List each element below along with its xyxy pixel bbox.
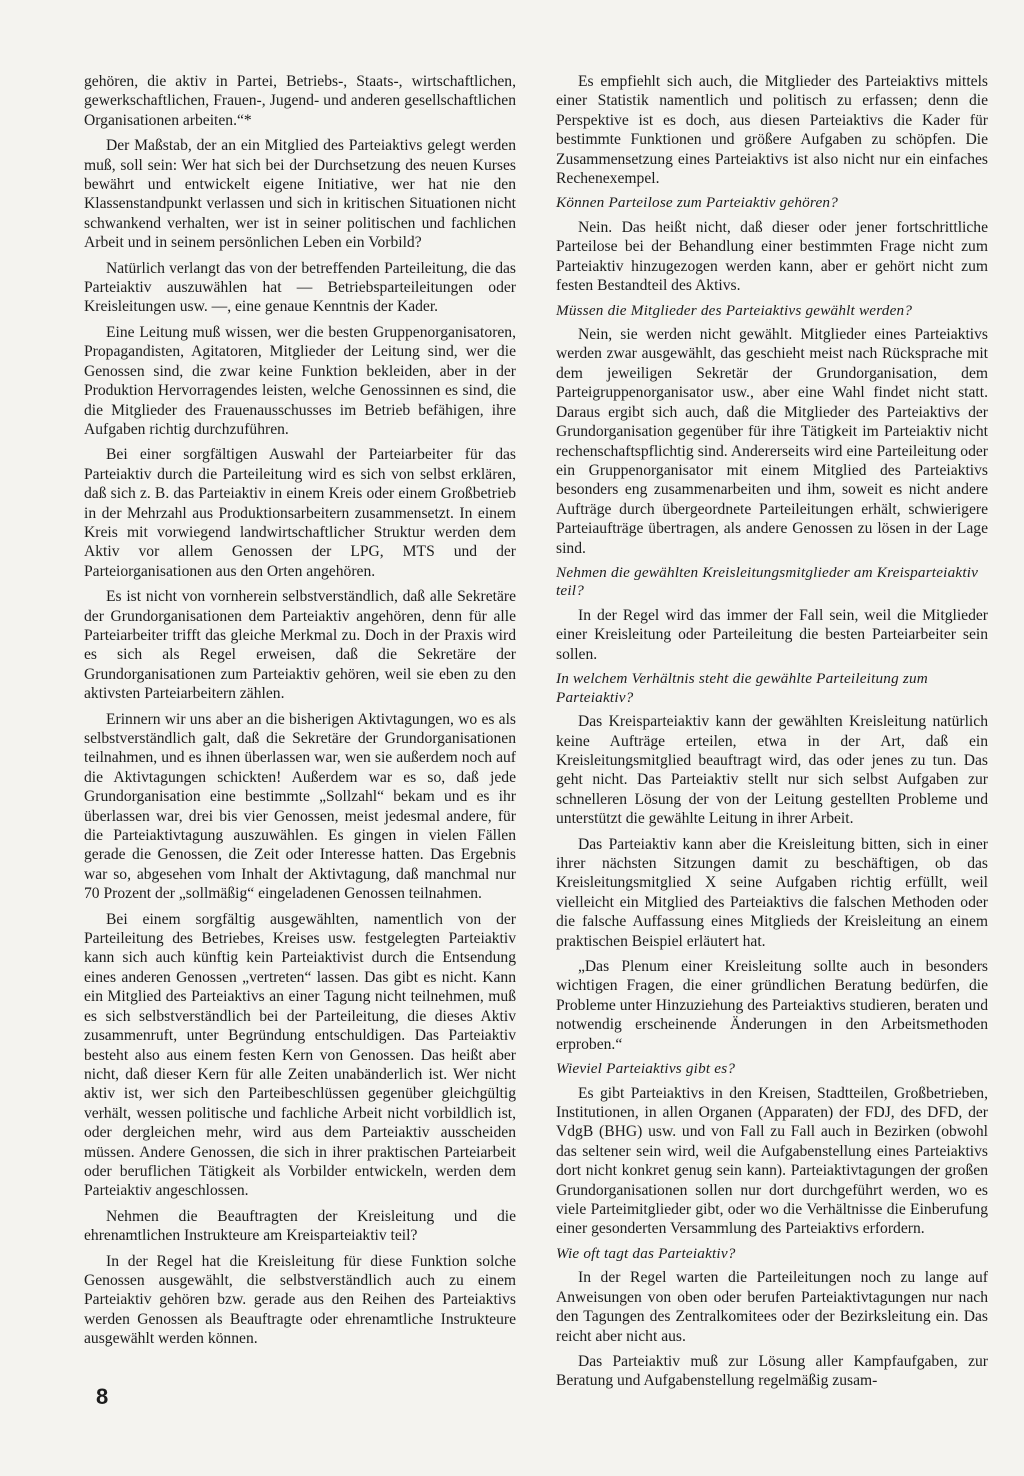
paragraph: In der Regel wird das immer der Fall sein, weil die Mitglieder einer Kreisleitung oder Parteileitung die besten Parteiarbeiter sein sollen. <box>556 606 988 663</box>
paragraph: „Das Plenum einer Kreisleitung sollte auch in besonders wichtigen Fragen, die einer gründlichen Beratung bedürfen, die Probleme unter Hinzuziehung des Parteiaktivs studieren, beraten und notwendig erscheinende Änderungen in den Arbeitsmethoden erproben.“ <box>556 958 988 1053</box>
question-heading: Wieviel Parteiaktivs gibt es? <box>556 1060 736 1078</box>
paragraph: Nehmen die Beauftragten der Kreisleitung und die ehrenamtlichen Instrukteure am Kreisparteiaktiv teil? <box>84 1207 516 1245</box>
right-column <box>556 72 988 1397</box>
paragraph: Es ist nicht von vornherein selbstverständlich, daß alle Sekretäre der Grundorganisationen dem Parteiaktiv angehören, denn für alle Parteiarbeiter trifft das gleiche Merkmal zu. Doch in der Praxis wird es sich als Regel erweisen, daß die Sekretäre der Grundorganisationen zum Parteiaktiv gehören, weil sie eben zu den aktivsten Parteiarbeitern zählen. <box>84 588 516 703</box>
paragraph: Nein. Das heißt nicht, daß dieser oder jener fortschrittliche Parteilose bei der Behandlung einer bestimmten Frage nicht zum Parteiaktiv hinzugezogen werden kann, aber er gehört nicht zum festen Bestandteil des Aktivs. <box>556 218 988 295</box>
paragraph: In der Regel warten die Parteileitungen noch zu lange auf Anweisungen von oben oder berufen Parteiaktivtagungen nur nach den Tagungen des Zentralkomitees oder der Bezirksleitung ein. Das reicht aber nicht aus. <box>556 1269 988 1345</box>
question-heading: In welchem Verhältnis steht die gewählte Parteileitung zum Parteiaktiv? <box>556 670 928 706</box>
paragraph: Eine Leitung muß wissen, wer die besten Gruppenorganisatoren, Propagandisten, Agitatoren, Mitglieder der Leitung sind, wer die Genossen sind, die zwar keine Funktion bekleiden, aber in der Produktion Hervorragendes leisten, welche Genossinnen es sind, die die Mitglieder des Frauenausschusses im Betrieb befähigen, ihre Aufgaben richtig durchzuführen. <box>84 323 516 438</box>
paragraph: Nein, sie werden nicht gewählt. Mitglieder eines Parteiaktivs werden zwar ausgewählt, das geschieht meist nach Rücksprache mit dem jeweiligen Sekretär der Grundorganisation, dem Parteigruppenorganisator usw., aber eine Wahl findet nicht statt. Daraus ergibt sich auch, daß die Mitglieder des Parteiaktivs der Grundorganisation gegenüber für ihre Tätigkeit im Parteiaktiv nicht rechenschaftspflichtig sind. Andererseits wird eine Parteileitung oder ein Gruppenorganisator mit einem Mitglied des Parteiaktivs besonders eng zusammenarbeiten und ihm, soweit es nicht andere Aufträge durch übergeordnete Parteileitungen erhält, schwierigere Parteiaufträge übertragen, als andere Genossen zu lösen in der Lage sind. <box>556 326 988 557</box>
paragraph: Das Kreisparteiaktiv kann der gewählten Kreisleitung natürlich keine Aufträge erteilen, etwa in der Art, daß ein Kreisleitungsmitglied beauftragt wird, das oder jenes zu tun. Das geht nicht. Das Parteiaktiv stellt nur sich selbst Aufgaben zur schnelleren Lösung der von der Leitung gestellten Probleme und unterstützt die gewählte Leitung in ihrer Arbeit. <box>556 713 988 828</box>
paragraph: gehören, die aktiv in Partei, Betriebs-, Staats-, wirtschaftlichen, gewerkschaftlichen, Frauen-, Jugend- und anderen gesellschaftlichen Organisationen arbeiten.“* <box>84 73 516 129</box>
question-heading: Müssen die Mitglieder des Parteiaktivs gewählt werden? <box>556 301 913 319</box>
paragraph: Erinnern wir uns aber an die bisherigen Aktivtagungen, wo es als selbstverständlich galt, daß die Sekretäre der Grundorganisationen teilnahmen, und es ihnen überlassen war, wen sie außerdem noch auf die Aktivtagungen schickten! Außerdem war es so, daß jede Grundorganisation eine bestimmte „Sollzahl“ bekam und es ihr überlassen war, drei bis vier Genossen, meist jedesmal andere, für die Parteiaktivtagung auszuwählen. Es gingen in vielen Fällen gerade die Genossen, die Zeit oder Interesse hatten. Das Ergebnis war so, abgesehen vom Inhalt der Aktivtagung, daß manchmal nur 70 Prozent der „sollmäßig“ eingeladenen Genossen teilnahmen. <box>84 710 516 903</box>
page-number: 8 <box>96 1384 109 1409</box>
paragraph: Das Parteiaktiv kann aber die Kreisleitung bitten, sich in einer ihrer nächsten Sitzungen damit zu beschäftigen, ob das Kreisleitungsmitglied X seine Aufgaben richtig erfüllt, weil vielleicht ein Mitglied des Parteiaktivs die falschen Methoden oder die falsche Auffassung eines Mitglieds der Kreisleitung an einem praktischen Beispiel erläutert hat. <box>556 835 988 950</box>
paragraph: Natürlich verlangt das von der betreffenden Parteileitung, die das Parteiaktiv auszuwählen hat — Betriebsparteileitungen oder Kreisleitungen usw. —, eine genaue Kenntnis der Kader. <box>84 259 516 316</box>
left-column <box>84 72 516 1355</box>
paragraph: Es empfiehlt sich auch, die Mitglieder des Parteiaktivs mittels einer Statistik namentlich und politisch zu erfassen; denn die Perspektive ist es doch, aus diesen Parteiaktivs die Kader für bestimmte Funktionen und größere Aufgaben zu schöpfen. Die Zusammensetzung eines Parteiaktivs ist also nicht nur ein einfaches Rechenexempel. <box>556 73 988 188</box>
question-heading: Wie oft tagt das Parteiaktiv? <box>556 1244 736 1262</box>
paragraph: Bei einer sorgfältigen Auswahl der Parteiarbeiter für das Parteiaktiv durch die Parteileitung wird es sich von selbst erklären, daß sich z. B. das Parteiaktiv in einem Kreis oder einem Großbetrieb in der Mehrzahl aus Produktionsarbeitern zusammensetzt. In einem Kreis mit vorwiegend landwirtschaftlicher Struktur werden dem Aktiv vor allem Genossen der LPG, MTS und der Parteiorganisationen aus den Orten angehören. <box>84 446 516 580</box>
paragraph: Das Parteiaktiv muß zur Lösung aller Kampfaufgaben, zur Beratung und Aufgabenstellung regelmäßig zusam- <box>556 1352 988 1390</box>
paragraph: Der Maßstab, der an ein Mitglied des Parteiaktivs gelegt werden muß, soll sein: Wer hat sich bei der Durchsetzung des neuen Kurses bewährt und entwickelt eigene Initiative, wer hat nie den Klassenstandpunkt verlassen und sich in kritischen Situationen nicht schwankend verhalten, wer ist in seiner politischen und fachlichen Arbeit und in seinem persönlichen Leben ein Vorbild? <box>84 137 516 252</box>
paragraph: In der Regel hat die Kreisleitung für diese Funktion solche Genossen ausgewählt, die selbstverständlich auch zu einem Parteiaktiv gehören bzw. gerade aus den Reihen des Parteiaktivs werden Genossen als Beauftragte oder ehrenamtliche Instrukteure ausgewählt werden können. <box>84 1252 516 1348</box>
question-heading: Können Parteilose zum Parteiaktiv gehören? <box>556 194 839 212</box>
paragraph: Bei einem sorgfältig ausgewählten, namentlich von der Parteileitung des Betriebes, Kreises usw. festgelegten Parteiaktiv kann sich auch künftig kein Parteiaktivist durch die Entsendung eines anderen Genossen „vertreten“ lassen. Das gibt es nicht. Kann ein Mitglied des Parteiaktivs an einer Tagung nicht teilnehmen, muß es sich selbstverständlich bei der Parteileitung, die dieses Aktiv zusammenruft, unter Begründung entschuldigen. Das Parteiaktiv besteht also aus einem festen Kern von Genossen. Das heißt aber nicht, daß dieser Kern für alle Zeiten unabänderlich ist. Wer nicht aktiv ist, wer sich den Parteibeschlüssen gegenüber gleichgültig verhält, wessen politische und fachliche Arbeit nicht vorbildlich ist, oder dergleichen mehr, wird aus dem Parteiaktiv ausscheiden müssen. Andere Genossen, die sich in ihrer praktischen Parteiarbeit oder beruflichen Tätigkeit als Vorbilder entwickeln, werden dem Parteiaktiv angeschlossen. <box>84 910 516 1200</box>
question-heading: Nehmen die gewählten Kreisleitungsmitglieder am Kreisparteiaktiv teil? <box>556 563 979 600</box>
paragraph: Es gibt Parteiaktivs in den Kreisen, Stadtteilen, Großbetrieben, Institutionen, in allen Organen (Apparaten) der FDJ, des DFD, der VdgB (BHG) usw. und von Fall zu Fall auch in Bezirken (obwohl das seltener sein wird, weil die Aufgabenstellung eines Parteiaktivs dort nicht konkret genug sein kann). Parteiaktivtagungen der großen Grundorganisationen sollen nur dort durchgeführt werden, wo es viele Parteimitglieder gibt, oder wo die Verhältnisse die Einberufung einer gesonderten Versammlung des Parteiaktivs erfordern. <box>556 1084 988 1238</box>
